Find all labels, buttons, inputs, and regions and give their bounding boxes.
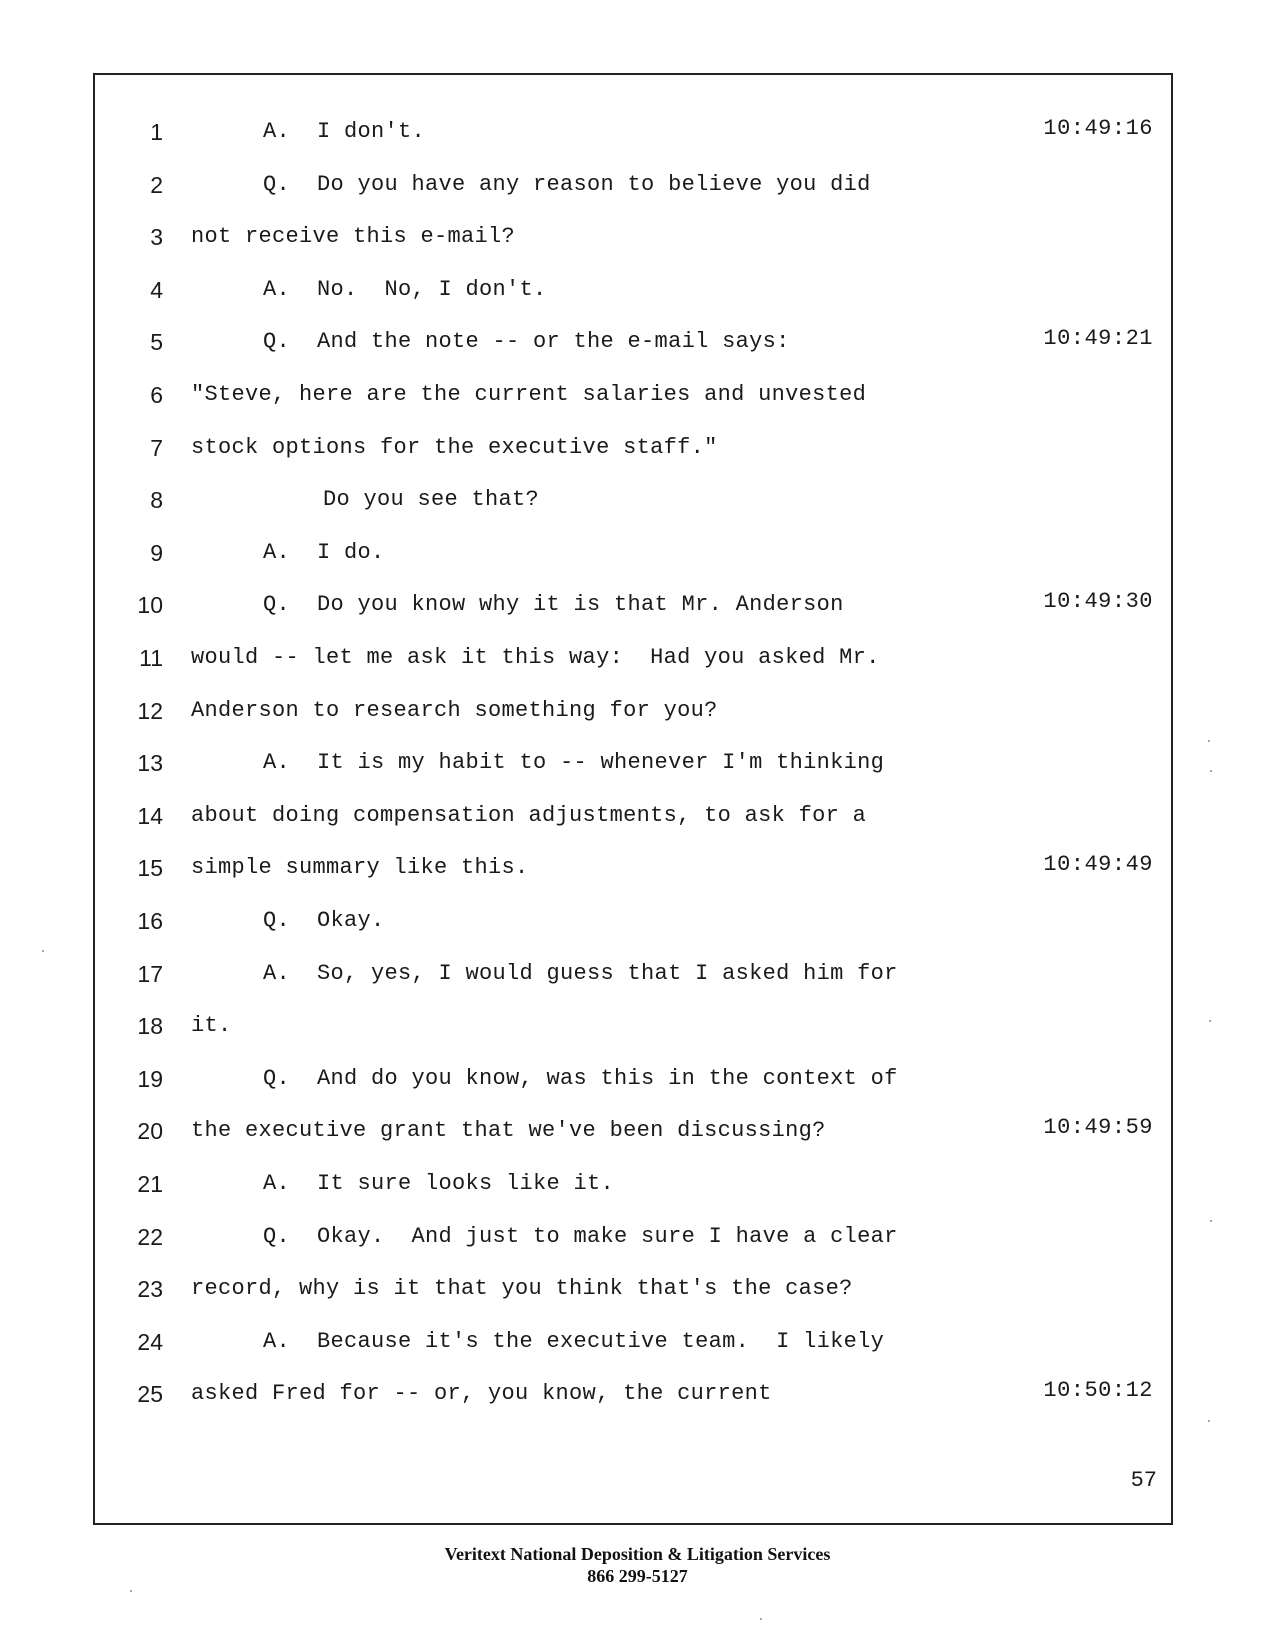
transcript-line <box>95 750 1171 805</box>
line-number: 24 <box>137 1328 163 1355</box>
transcript-line <box>95 487 1171 542</box>
transcript-line <box>95 382 1171 437</box>
line-text: asked Fred for -- or, you know, the current <box>191 1381 772 1407</box>
line-number: 1 <box>150 119 163 145</box>
line-number: 25 <box>137 1381 163 1408</box>
line-text: simple summary like this. <box>191 855 529 881</box>
transcript-line <box>95 1276 1171 1331</box>
timestamp: 10:49:49 <box>1043 852 1153 878</box>
line-number: 10 <box>137 592 163 619</box>
scan-speck <box>1210 1220 1212 1222</box>
line-number: 18 <box>137 1013 163 1040</box>
scan-speck <box>1208 740 1210 742</box>
line-number: 17 <box>137 960 163 987</box>
scan-speck <box>1208 1420 1210 1422</box>
line-number: 9 <box>150 539 163 566</box>
line-number: 16 <box>137 908 163 934</box>
line-text: about doing compensation adjustments, to ask for a <box>191 802 867 828</box>
line-number: 22 <box>137 1223 163 1250</box>
transcript-line <box>95 116 1171 174</box>
transcript-line <box>95 1378 1171 1436</box>
transcript-line <box>95 803 1171 858</box>
line-text: Q. Do you have any reason to believe you did <box>263 171 871 197</box>
transcript-line <box>95 1013 1171 1068</box>
line-number: 3 <box>150 224 163 251</box>
transcript-line <box>95 277 1171 332</box>
footer-phone: 866 299-5127 <box>587 1566 688 1586</box>
line-number: 6 <box>150 382 163 408</box>
line-number: 21 <box>137 1171 163 1197</box>
transcript-frame <box>93 73 1173 1525</box>
line-text: stock options for the executive staff." <box>191 434 718 460</box>
line-number: 19 <box>137 1065 163 1092</box>
transcript-line <box>95 589 1171 647</box>
line-text: the executive grant that we've been discussing? <box>191 1118 826 1144</box>
transcript-line <box>95 172 1171 227</box>
line-text: not receive this e-mail? <box>191 224 516 250</box>
line-text: Q. And the note -- or the e-mail says: <box>263 329 790 355</box>
line-number: 4 <box>150 276 163 303</box>
transcript-line <box>95 961 1171 1016</box>
line-text: A. It sure looks like it. <box>263 1171 615 1196</box>
line-text: Q. And do you know, was this in the context of <box>263 1065 898 1091</box>
line-text: Q. Okay. <box>263 908 385 933</box>
line-text: A. So, yes, I would guess that I asked him for <box>263 960 898 986</box>
line-number: 15 <box>137 855 163 882</box>
transcript-line <box>95 1171 1171 1226</box>
transcript-line <box>95 1224 1171 1279</box>
footer <box>0 1543 1275 1587</box>
transcript-line <box>95 852 1171 910</box>
timestamp: 10:50:12 <box>1043 1378 1153 1404</box>
footer-company: Veritext National Deposition & Litigation Services <box>444 1544 831 1564</box>
line-number: 5 <box>150 329 163 356</box>
transcript-line <box>95 326 1171 384</box>
line-number: 13 <box>137 750 163 777</box>
line-text: A. Because it's the executive team. I likely <box>263 1328 885 1354</box>
line-text: A. It is my habit to -- whenever I'm thinking <box>263 750 885 776</box>
scan-speck <box>130 1590 132 1592</box>
line-text: Anderson to research something for you? <box>191 697 718 723</box>
line-number: 23 <box>137 1276 163 1303</box>
line-text: record, why is it that you think that's the case? <box>191 1276 853 1302</box>
line-text: Q. Do you know why it is that Mr. Anderson <box>263 592 844 618</box>
line-text: Q. Okay. And just to make sure I have a clear <box>263 1223 898 1249</box>
line-text: A. I do. <box>263 539 385 565</box>
line-text: would -- let me ask it this way: Had you asked Mr. <box>191 645 880 670</box>
transcript-line <box>95 908 1171 963</box>
line-text: "Steve, here are the current salaries and unvested <box>191 382 867 407</box>
scan-speck <box>760 1618 762 1620</box>
line-number: 14 <box>137 802 163 829</box>
line-number: 11 <box>139 645 163 671</box>
line-number: 8 <box>150 487 163 514</box>
transcript-line <box>95 645 1171 700</box>
page-number: 57 <box>1130 1468 1157 1493</box>
line-text: Do you see that? <box>323 487 540 513</box>
scan-speck <box>1209 1020 1211 1022</box>
transcript-line <box>95 1115 1171 1173</box>
line-text: A. No. No, I don't. <box>263 276 547 302</box>
scan-speck <box>1210 770 1212 772</box>
timestamp: 10:49:16 <box>1043 116 1153 141</box>
line-text: it. <box>191 1013 232 1039</box>
transcript-line <box>95 435 1171 490</box>
line-number: 2 <box>150 171 163 198</box>
line-number: 12 <box>137 697 163 724</box>
timestamp: 10:49:30 <box>1043 589 1153 615</box>
transcript-line <box>95 698 1171 753</box>
transcript-line <box>95 1329 1171 1384</box>
timestamp: 10:49:59 <box>1043 1115 1153 1141</box>
transcript-line <box>95 540 1171 595</box>
transcript-line <box>95 1066 1171 1121</box>
line-number: 7 <box>150 434 163 461</box>
transcript-line <box>95 224 1171 279</box>
timestamp: 10:49:21 <box>1043 326 1153 352</box>
line-text: A. I don't. <box>263 119 426 144</box>
scan-speck <box>42 950 44 952</box>
line-number: 20 <box>137 1118 163 1145</box>
